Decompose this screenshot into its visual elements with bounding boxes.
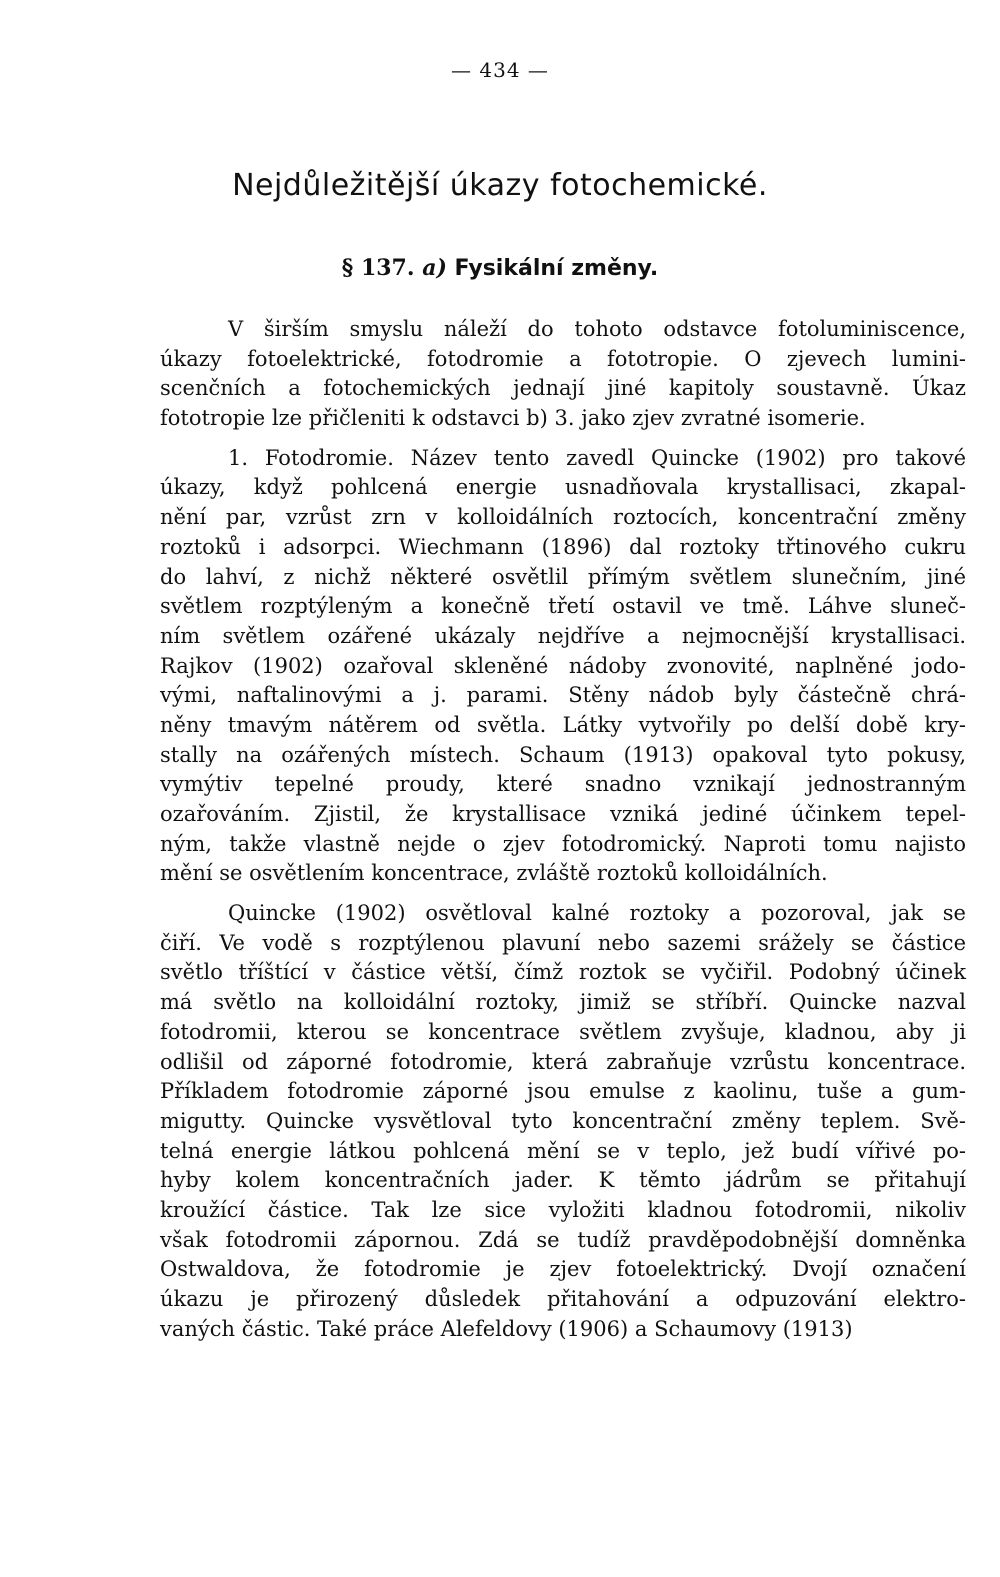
text-line: fotodromii, kterou se koncentrace světlem zvyšuje, kladnou, aby ji xyxy=(160,1019,966,1044)
paragraph-gap xyxy=(160,889,966,899)
section-heading xyxy=(0,255,1000,281)
paragraph xyxy=(160,899,966,1344)
text-line: hyby kolem koncentračních jader. K těmto jádrům se přitahují xyxy=(160,1168,966,1193)
text-line: ozařováním. Zjistil, že krystallisace vzniká jediné účinkem tepel- xyxy=(160,802,966,826)
text-line: však fotodromii zápornou. Zdá se tudíž pravděpodobnější domněnka xyxy=(160,1227,966,1252)
body-text xyxy=(160,315,966,1344)
paragraph xyxy=(160,315,966,434)
text-line: úkazy fotoelektrické, fotodromie a fototropie. O zjevech lumini- xyxy=(160,346,966,371)
section-name: Fysikální změny. xyxy=(454,256,659,281)
text-line: úkazu je přirozený důsledek přitahování a odpuzování elektro- xyxy=(160,1287,966,1311)
text-line: do lahví, z nichž některé osvětlil přímým světlem slunečním, jiné xyxy=(160,564,966,589)
text-line: úkazy, když pohlcená energie usnadňovala krystallisaci, zkapal- xyxy=(160,475,966,500)
text-line: čiří. Ve vodě s rozptýlenou plavuní nebo sazemi srážely se částice xyxy=(160,930,966,955)
paragraph xyxy=(160,444,966,889)
paragraph-gap xyxy=(160,434,966,444)
text-line: Quincke (1902) osvětloval kalné roztoky a pozoroval, jak se xyxy=(228,901,966,926)
text-line: nění par, vzrůst zrn v kolloidálních roztocích, koncentrační změny xyxy=(160,505,966,530)
text-line: Ostwaldova, že fotodromie je zjev fotoelektrický. Dvojí označení xyxy=(160,1257,966,1282)
text-line: vymýtiv tepelné proudy, které snadno vznikají jednostranným xyxy=(160,772,966,797)
text-line: Rajkov (1902) ozařoval skleněné nádoby zvonovité, naplněné jodo- xyxy=(160,653,966,678)
text-line: ním světlem ozářené ukázaly nejdříve a nejmocnější krystallisaci. xyxy=(160,623,966,648)
text-line: migutty. Quincke vysvětloval tyto koncentrační změny teplem. Svě- xyxy=(160,1108,966,1133)
text-line: Příkladem fotodromie záporné jsou emulse z kaolinu, tuše a gum- xyxy=(160,1079,966,1104)
text-line: fototropie lze přičleniti k odstavci b) 3. jako zjev zvratné isomerie. xyxy=(160,406,866,431)
text-line: vými, naftalinovými a j. parami. Stěny nádob byly částečně chrá- xyxy=(160,683,966,708)
text-line: V širším smyslu náleží do tohoto odstavce fotoluminiscence, xyxy=(228,317,966,341)
text-line: má světlo na kolloidální roztoky, jimiž se stříbří. Quincke nazval xyxy=(160,990,966,1015)
section-label: a) xyxy=(422,255,447,281)
text-line: kroužící částice. Tak lze sice vyložiti kladnou fotodromii, nikoliv xyxy=(160,1197,966,1222)
text-line: něny tmavým nátěrem od světla. Látky vytvořily po delší době kry- xyxy=(160,712,966,737)
page-number: — 434 — xyxy=(451,58,549,82)
chapter-title: Nejdůležitější úkazy fotochemické. xyxy=(232,168,768,203)
text-line: scenčních a fotochemických jednají jiné kapitoly soustavně. Úkaz xyxy=(160,376,966,401)
text-line: světlem rozptýleným a konečně třetí ostavil ve tmě. Láhve sluneč- xyxy=(160,594,966,619)
text-line: telná energie látkou pohlcená mění se v teplo, jež budí vířivé po- xyxy=(160,1138,966,1163)
text-line: odlišil od záporné fotodromie, která zabraňuje vzrůstu koncentrace. xyxy=(160,1049,966,1074)
text-line: 1. Fotodromie. Název tento zavedl Quincke (1902) pro takové xyxy=(228,445,966,470)
section-number: § 137. xyxy=(341,255,415,281)
text-line: světlo tříštící v částice větší, čímž roztok se vyčiřil. Podobný účinek xyxy=(160,960,966,985)
text-line: mění se osvětlením koncentrace, zvláště roztoků kolloidálních. xyxy=(160,861,828,886)
text-line: vaných částic. Také práce Alefeldovy (1906) a Schaumovy (1913) xyxy=(160,1316,853,1341)
text-line: roztoků i adsorpci. Wiechmann (1896) dal roztoky třtinového cukru xyxy=(160,534,966,559)
text-line: ným, takže vlastně nejde o zjev fotodromický. Naproti tomu najisto xyxy=(160,831,966,856)
text-line: stally na ozářených místech. Schaum (1913) opakoval tyto pokusy, xyxy=(160,742,966,767)
